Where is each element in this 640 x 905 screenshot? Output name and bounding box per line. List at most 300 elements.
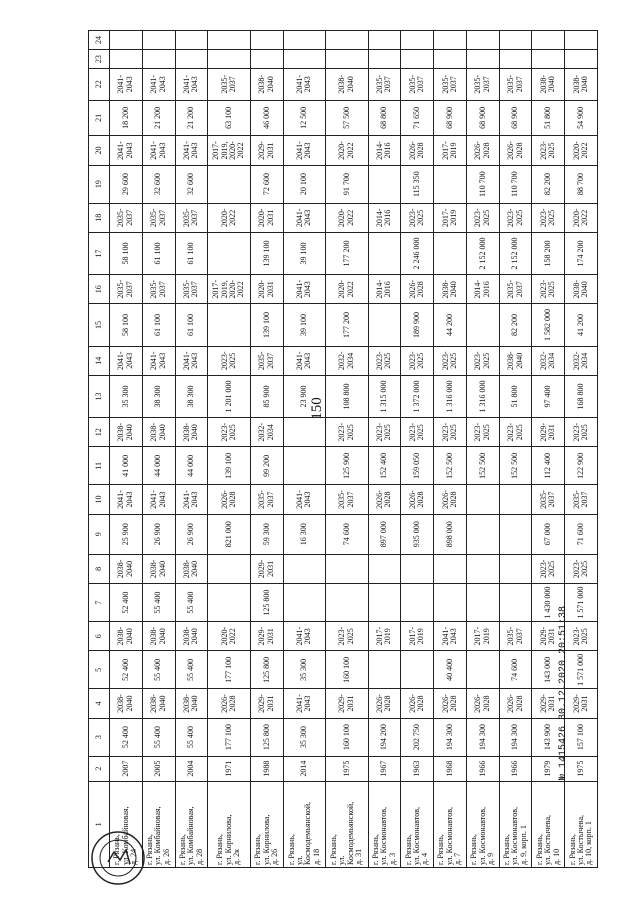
table-cell <box>142 31 175 50</box>
table-cell: 44 000 <box>175 447 208 485</box>
column-header: 5 <box>89 651 110 689</box>
column-header: 8 <box>89 554 110 583</box>
table-cell: 2038- 2040 <box>110 621 143 650</box>
table-cell <box>466 651 499 689</box>
table-row <box>401 31 434 868</box>
table-cell: 2023- 2025 <box>434 418 467 447</box>
table-cell: 2005 <box>142 756 175 781</box>
column-header: 24 <box>89 31 110 50</box>
table-cell: 2035- 2037 <box>499 621 532 650</box>
table-cell: 2041- 2043 <box>110 136 143 165</box>
address-cell: г. Рязань, ул. Костычева, д. 10 <box>532 781 565 867</box>
table-cell: 2029- 2031 <box>532 689 565 718</box>
table-cell <box>466 31 499 50</box>
table-cell: 2026- 2028 <box>368 689 401 718</box>
column-header: 12 <box>89 418 110 447</box>
table-cell: 2020- 2022 <box>565 136 598 165</box>
table-cell: 160 100 <box>326 718 369 756</box>
table-cell: 2035- 2037 <box>565 485 598 514</box>
table-cell: 38 300 <box>142 375 175 417</box>
address-cell: г. Рязань, ул. Комбайновая, д. 24 <box>110 781 143 867</box>
table-cell: 2041- 2043 <box>142 485 175 514</box>
table-cell <box>250 50 283 69</box>
column-header: 10 <box>89 485 110 514</box>
table-cell <box>499 554 532 583</box>
table-cell: 82 200 <box>499 304 532 346</box>
table-cell: 2041- 2043 <box>142 136 175 165</box>
table-cell: 2035- 2037 <box>175 203 208 232</box>
table-cell: 2029- 2031 <box>326 689 369 718</box>
table-cell <box>326 554 369 583</box>
table-cell: 2023- 2025 <box>466 203 499 232</box>
table-cell: 194 300 <box>434 718 467 756</box>
table-cell <box>466 50 499 69</box>
table-cell: 2038- 2040 <box>175 689 208 718</box>
table-cell: 2023- 2025 <box>368 418 401 447</box>
table-cell: 2023- 2025 <box>499 203 532 232</box>
table-cell: 2004 <box>175 756 208 781</box>
table-cell: 2035- 2037 <box>368 69 401 101</box>
table-cell: 139 100 <box>208 447 251 485</box>
table-cell: 2038- 2040 <box>326 69 369 101</box>
table-cell <box>499 584 532 622</box>
column-header: 4 <box>89 689 110 718</box>
table-cell: 2020- 2022 <box>565 203 598 232</box>
table-cell <box>401 584 434 622</box>
table-cell: 58 100 <box>110 304 143 346</box>
table-cell: 2023- 2025 <box>532 203 565 232</box>
table-cell: 74 600 <box>326 514 369 554</box>
table-cell: 1975 <box>326 756 369 781</box>
table-row <box>175 31 208 868</box>
table-cell: 2035- 2037 <box>250 485 283 514</box>
table-cell: 1963 <box>401 756 434 781</box>
table-cell <box>434 233 467 275</box>
table-cell: 2020- 2022 <box>208 203 251 232</box>
table-cell: 2017- 2019 <box>434 136 467 165</box>
column-header: 20 <box>89 136 110 165</box>
table-cell: 2017- 2019 <box>368 621 401 650</box>
table-cell: 1979 <box>532 756 565 781</box>
table-cell: 2023- 2025 <box>532 554 565 583</box>
table-cell: 2035- 2037 <box>250 346 283 375</box>
table-cell: 20 100 <box>283 165 326 203</box>
capital-repair-table <box>88 30 598 868</box>
table-cell: 2020- 2031 <box>250 275 283 304</box>
table-cell <box>434 50 467 69</box>
table-cell: 160 100 <box>326 651 369 689</box>
table-cell: 2017- 2019 <box>401 621 434 650</box>
table-cell: 2032- 2034 <box>250 418 283 447</box>
address-cell: г. Рязань, ул. Космонавтов, д. 4 <box>401 781 434 867</box>
column-header: 19 <box>89 165 110 203</box>
seal-stamp-icon <box>88 828 148 888</box>
table-cell: 2029- 2031 <box>250 621 283 650</box>
table-cell: 2023- 2025 <box>401 346 434 375</box>
table-cell <box>368 651 401 689</box>
table-cell <box>368 554 401 583</box>
table-cell: 2038- 2040 <box>175 554 208 583</box>
table-cell: 38 300 <box>175 375 208 417</box>
table-cell: 2023- 2025 <box>434 346 467 375</box>
table-cell: 85 900 <box>250 375 283 417</box>
table-cell: 2041- 2043 <box>110 485 143 514</box>
table-row <box>250 31 283 868</box>
table-cell <box>466 554 499 583</box>
table-cell <box>499 514 532 554</box>
table-cell: 2041- 2043 <box>142 69 175 101</box>
table-cell: 2029- 2031 <box>565 689 598 718</box>
table-cell: 61 100 <box>175 233 208 275</box>
table-cell <box>208 165 251 203</box>
table-cell: 2014- 2016 <box>466 275 499 304</box>
table-cell: 40 400 <box>434 651 467 689</box>
table-cell <box>326 31 369 50</box>
table-cell: 2035- 2037 <box>208 69 251 101</box>
table-cell: 2 152 000 <box>466 233 499 275</box>
table-cell: 2026- 2028 <box>208 485 251 514</box>
table-cell: 2038- 2040 <box>434 275 467 304</box>
table-cell <box>283 418 326 447</box>
table-cell: 177 200 <box>326 233 369 275</box>
table-cell: 41 200 <box>565 304 598 346</box>
table-cell <box>466 485 499 514</box>
address-cell: г. Рязань, ул. Космонавтов, д. 7 <box>434 781 467 867</box>
table-cell: 2041- 2043 <box>110 346 143 375</box>
table-cell <box>208 554 251 583</box>
table-cell: 139 100 <box>250 233 283 275</box>
document-id: № 1415426 30.12.2020 20:51:38 <box>558 605 569 780</box>
table-cell: 2023- 2025 <box>326 621 369 650</box>
column-header: 22 <box>89 69 110 101</box>
table-cell: 2 246 000 <box>401 233 434 275</box>
table-cell <box>110 50 143 69</box>
table-cell: 1966 <box>499 756 532 781</box>
table-cell: 1 201 000 <box>208 375 251 417</box>
table-row <box>208 31 251 868</box>
table-cell: 51 800 <box>532 100 565 136</box>
table-cell: 68 800 <box>368 100 401 136</box>
table-cell: 2020- 2022 <box>326 136 369 165</box>
table-row <box>368 31 401 868</box>
table-cell: 2020- 2022 <box>326 275 369 304</box>
address-cell: г. Рязань, ул. Космонавтов, д. 9 <box>466 781 499 867</box>
table-row <box>434 31 467 868</box>
table-cell: 152 400 <box>368 447 401 485</box>
table-cell: 143 900 <box>532 718 565 756</box>
column-header: 21 <box>89 100 110 136</box>
table-cell: 2026- 2028 <box>499 689 532 718</box>
table-cell: 152 500 <box>466 447 499 485</box>
table-cell: 58 100 <box>110 233 143 275</box>
table-cell: 2038- 2040 <box>142 554 175 583</box>
table-cell: 2023- 2025 <box>565 621 598 650</box>
table-cell: 115 350 <box>401 165 434 203</box>
table-cell: 2041- 2043 <box>283 136 326 165</box>
table-cell: 125 800 <box>250 651 283 689</box>
table-cell <box>499 485 532 514</box>
table-cell: 2023- 2025 <box>565 554 598 583</box>
table-cell: 194 300 <box>499 718 532 756</box>
table-cell <box>208 584 251 622</box>
table-cell <box>434 31 467 50</box>
table-row <box>283 31 326 868</box>
table-cell: 2038- 2040 <box>175 621 208 650</box>
table-cell: 12 500 <box>283 100 326 136</box>
table-cell: 71 650 <box>401 100 434 136</box>
table-cell: 2029- 2031 <box>250 689 283 718</box>
table-cell: 2007 <box>110 756 143 781</box>
table-cell: 2026- 2028 <box>434 689 467 718</box>
table-cell: 55 400 <box>175 584 208 622</box>
address-cell: г. Рязань, ул. Космонавтов, д. 3 <box>368 781 401 867</box>
table-cell: 1 430 000 <box>532 584 565 622</box>
table-cell: 2026- 2028 <box>401 275 434 304</box>
table-cell: 2041- 2043 <box>142 346 175 375</box>
table-cell: 57 500 <box>326 100 369 136</box>
table-cell: 2035- 2037 <box>142 275 175 304</box>
table-cell <box>401 651 434 689</box>
table-cell: 2023- 2025 <box>401 418 434 447</box>
table-cell: 2038- 2040 <box>110 418 143 447</box>
table-cell: 2035- 2037 <box>175 275 208 304</box>
table-cell: 2026- 2028 <box>466 689 499 718</box>
table-cell: 159 050 <box>401 447 434 485</box>
table-cell: 194 200 <box>368 718 401 756</box>
table-cell: 26 900 <box>175 514 208 554</box>
table-cell: 32 600 <box>142 165 175 203</box>
table-cell: 2026- 2028 <box>434 485 467 514</box>
table-cell: 1 316 000 <box>434 375 467 417</box>
column-header: 23 <box>89 50 110 69</box>
table-cell <box>326 50 369 69</box>
table-cell: 2038- 2040 <box>142 621 175 650</box>
table-row <box>142 31 175 868</box>
table-cell <box>175 50 208 69</box>
table-cell: 2023- 2025 <box>466 346 499 375</box>
table-cell: 2041- 2043 <box>283 689 326 718</box>
table-cell: 2041- 2043 <box>283 485 326 514</box>
table-cell: 99 200 <box>250 447 283 485</box>
table-cell: 44 000 <box>142 447 175 485</box>
table-cell: 1 571 000 <box>565 584 598 622</box>
table-cell: 2041- 2043 <box>283 275 326 304</box>
table-cell <box>368 31 401 50</box>
table-cell: 1988 <box>250 756 283 781</box>
table-cell: 2038- 2040 <box>532 69 565 101</box>
table-cell: 139 100 <box>250 304 283 346</box>
table-cell: 1 372 000 <box>401 375 434 417</box>
table-cell: 2023- 2025 <box>565 418 598 447</box>
table-cell: 2020- 2022 <box>326 203 369 232</box>
table-cell: 2041- 2043 <box>283 346 326 375</box>
table-cell: 61 100 <box>175 304 208 346</box>
table-cell: 51 800 <box>499 375 532 417</box>
table-cell: 1 582 000 <box>532 304 565 346</box>
address-cell: г. Рязань, ул. Комбайновая, д. 26 <box>142 781 175 867</box>
address-cell: г. Рязань, ул. Корнилова, д. 2к <box>208 781 251 867</box>
table-cell: 2023- 2025 <box>532 136 565 165</box>
table-cell <box>434 584 467 622</box>
table-cell <box>175 31 208 50</box>
table-cell <box>434 554 467 583</box>
column-header: 17 <box>89 233 110 275</box>
column-header: 1 <box>89 781 110 867</box>
table-cell: 125 800 <box>250 584 283 622</box>
table-cell: 2029- 2031 <box>250 136 283 165</box>
table-cell: 2038- 2040 <box>142 418 175 447</box>
table-cell: 61 100 <box>142 233 175 275</box>
table-cell: 2023- 2025 <box>208 418 251 447</box>
table-cell: 2038- 2040 <box>565 69 598 101</box>
table-cell <box>532 31 565 50</box>
table-cell: 2026- 2028 <box>208 689 251 718</box>
table-cell: 68 900 <box>434 100 467 136</box>
table-cell: 25 900 <box>110 514 143 554</box>
table-cell: 125 900 <box>326 447 369 485</box>
address-cell: г. Рязань, ул. Космодемьянской, д. 31 <box>326 781 369 867</box>
table-cell: 2038- 2040 <box>110 554 143 583</box>
table-cell: 2029- 2031 <box>250 554 283 583</box>
table-cell <box>401 31 434 50</box>
table-cell: 59 300 <box>250 514 283 554</box>
table-cell <box>565 50 598 69</box>
table-cell: 174 200 <box>565 233 598 275</box>
table-cell: 2032- 2034 <box>326 346 369 375</box>
table-cell <box>401 50 434 69</box>
table-cell <box>110 31 143 50</box>
table-cell <box>283 50 326 69</box>
table-cell: 68 900 <box>466 100 499 136</box>
table-cell: 202 750 <box>401 718 434 756</box>
table-cell: 23 900 <box>283 375 326 417</box>
table-cell: 72 600 <box>250 165 283 203</box>
table-cell: 194 300 <box>466 718 499 756</box>
table-cell: 41 000 <box>110 447 143 485</box>
table-cell: 2041- 2043 <box>175 346 208 375</box>
table-cell: 2041- 2043 <box>175 485 208 514</box>
table-cell: 35 300 <box>283 718 326 756</box>
table-cell: 2041- 2043 <box>283 69 326 101</box>
table-cell: 54 900 <box>565 100 598 136</box>
table-cell: 2020- 2022 <box>208 621 251 650</box>
table-cell: 2017- 2019 <box>434 203 467 232</box>
table-cell: 2014- 2016 <box>368 275 401 304</box>
table-cell: 55 400 <box>142 584 175 622</box>
table-cell: 18 200 <box>110 100 143 136</box>
table-cell <box>401 554 434 583</box>
table-cell: 2035- 2037 <box>142 203 175 232</box>
table-cell: 2026- 2028 <box>499 136 532 165</box>
column-header: 7 <box>89 584 110 622</box>
table-cell <box>368 233 401 275</box>
table-cell: 2032- 2034 <box>532 346 565 375</box>
table-cell <box>368 165 401 203</box>
table-cell: 1971 <box>208 756 251 781</box>
table-cell: 1968 <box>434 756 467 781</box>
table-cell: 2035- 2037 <box>110 203 143 232</box>
column-header: 6 <box>89 621 110 650</box>
column-header: 15 <box>89 304 110 346</box>
table-cell: 1975 <box>565 756 598 781</box>
table-cell: 122 900 <box>565 447 598 485</box>
table-cell <box>466 584 499 622</box>
table-cell: 46 000 <box>250 100 283 136</box>
table-cell: 26 900 <box>142 514 175 554</box>
table-cell: 71 600 <box>565 514 598 554</box>
table-cell: 2014- 2016 <box>368 136 401 165</box>
table-cell: 2038- 2040 <box>499 346 532 375</box>
table-cell: 39 100 <box>283 304 326 346</box>
table-cell: 158 200 <box>532 233 565 275</box>
table-cell: 1 315 000 <box>368 375 401 417</box>
table-cell: 177 100 <box>208 718 251 756</box>
table-row <box>466 31 499 868</box>
table-cell <box>466 304 499 346</box>
table-cell: 125 800 <box>250 718 283 756</box>
table-cell: 1 571 000 <box>565 651 598 689</box>
table-cell: 2038- 2040 <box>110 689 143 718</box>
table-cell: 55 400 <box>175 651 208 689</box>
table-cell <box>208 304 251 346</box>
table-cell: 2026- 2028 <box>401 136 434 165</box>
table-cell: 110 700 <box>466 165 499 203</box>
header-row <box>89 31 110 868</box>
table-cell: 55 400 <box>142 718 175 756</box>
table-cell: 177 100 <box>208 651 251 689</box>
table-cell: 1967 <box>368 756 401 781</box>
table-cell: 29 600 <box>110 165 143 203</box>
table-cell <box>208 233 251 275</box>
address-cell: г. Рязань, ул. Корнилова, д. 26 <box>250 781 283 867</box>
table-cell: 143 000 <box>532 651 565 689</box>
table-cell <box>142 50 175 69</box>
table-cell: 61 100 <box>142 304 175 346</box>
table-cell: 55 400 <box>142 651 175 689</box>
column-header: 18 <box>89 203 110 232</box>
table-cell: 2023- 2025 <box>326 418 369 447</box>
column-header: 9 <box>89 514 110 554</box>
table-cell: 2026- 2028 <box>401 689 434 718</box>
table-cell: 2041- 2043 <box>175 69 208 101</box>
table-cell: 52 400 <box>110 584 143 622</box>
table-cell: 2035- 2037 <box>532 485 565 514</box>
table-cell <box>208 50 251 69</box>
page-number: 150 <box>308 397 325 420</box>
table-cell: 2035- 2037 <box>110 275 143 304</box>
table-cell: 2035- 2037 <box>401 69 434 101</box>
table-cell: 935 000 <box>401 514 434 554</box>
table-cell: 2017- 2019, 2020- 2022 <box>208 275 251 304</box>
table-cell: 2038- 2040 <box>250 69 283 101</box>
table-cell <box>283 584 326 622</box>
table-row <box>110 31 143 868</box>
column-header: 11 <box>89 447 110 485</box>
table-cell: 63 100 <box>208 100 251 136</box>
table-cell <box>466 514 499 554</box>
table-cell: 2035- 2037 <box>499 275 532 304</box>
table-cell: 897 000 <box>368 514 401 554</box>
table-cell: 2 152 000 <box>499 233 532 275</box>
table-cell: 2041- 2043 <box>283 203 326 232</box>
table-cell: 2035- 2037 <box>434 69 467 101</box>
table-cell: 55 400 <box>175 718 208 756</box>
table-cell: 2026- 2028 <box>368 485 401 514</box>
table-row <box>565 31 598 868</box>
table-cell: 16 300 <box>283 514 326 554</box>
table-cell <box>434 165 467 203</box>
table-cell: 2020- 2031 <box>250 203 283 232</box>
